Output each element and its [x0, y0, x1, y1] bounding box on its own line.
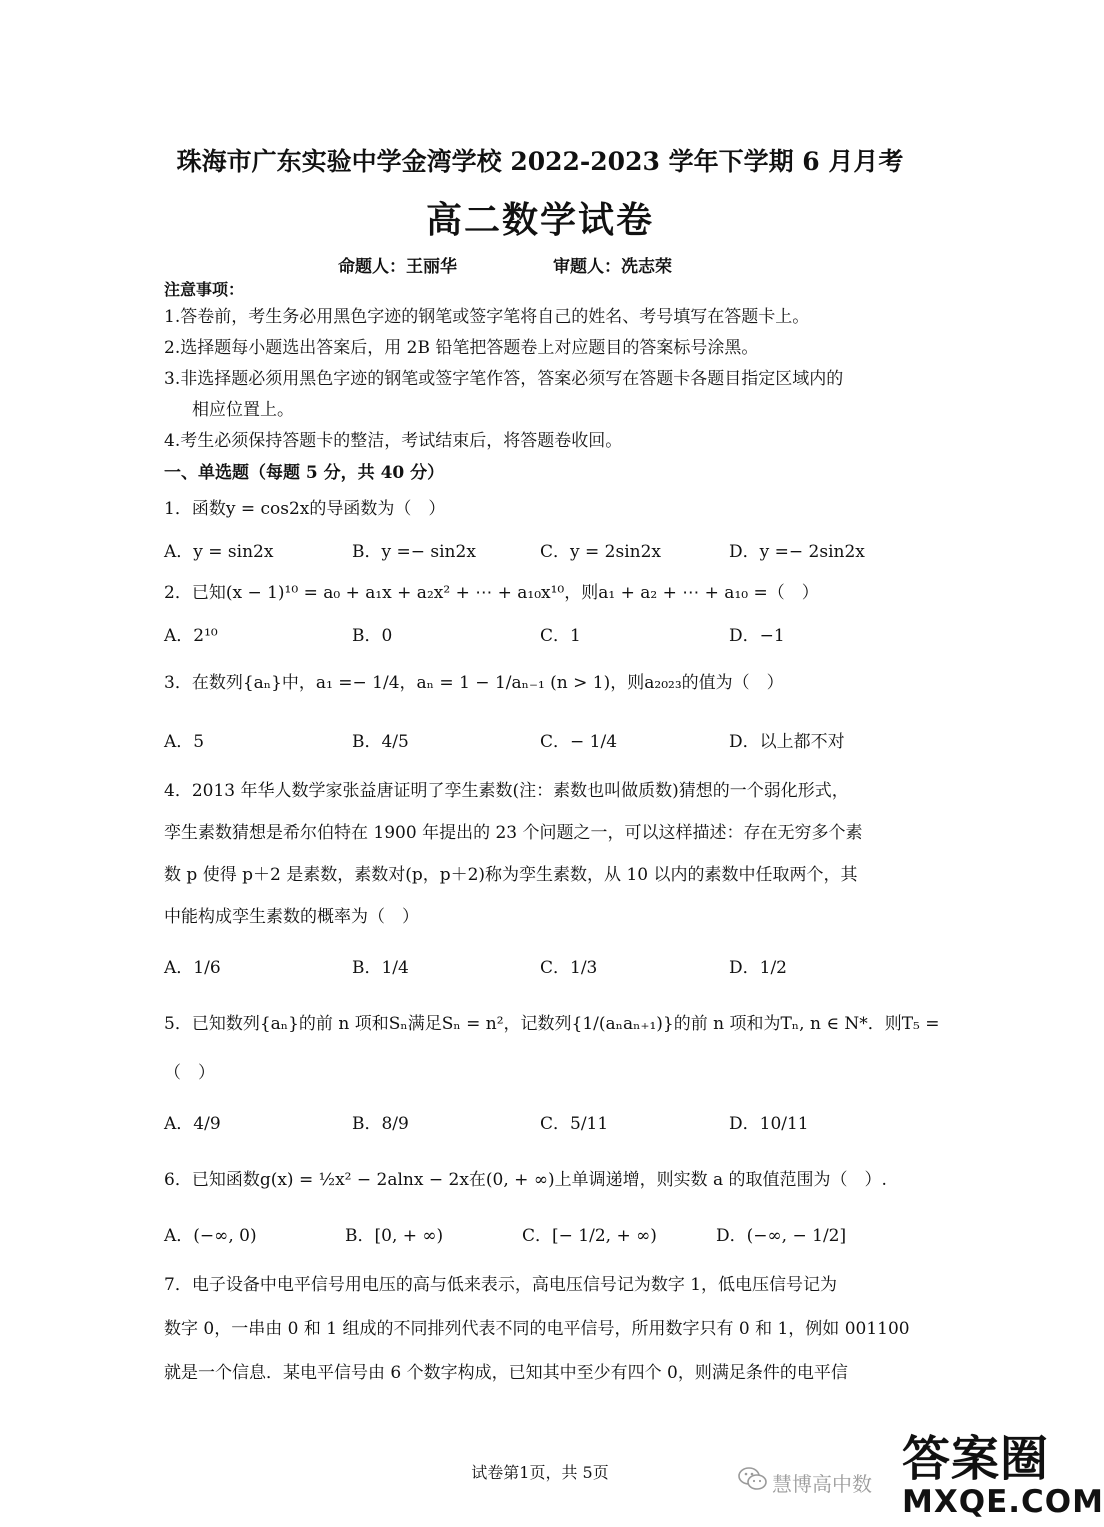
- question-stem: 1．函数y = cos2x的导函数为（ ）: [164, 499, 446, 519]
- question-stem: 3．在数列{aₙ}中，a₁ =− 1/4，aₙ = 1 − 1/aₙ₋₁ (n > 1)，则a₂₀₂₃的值为（ ）: [164, 673, 784, 693]
- option-b: B．y =− sin2x: [352, 542, 476, 562]
- notice-item: 1.答卷前，考生务必用黑色字迹的钢笔或签字笔将自己的姓名、考号填写在答题卡上。: [164, 307, 810, 327]
- notice-item: 2.选择题每小题选出答案后，用 2B 铅笔把答题卷上对应题目的答案标号涂黑。: [164, 338, 759, 358]
- wechat-icon: [738, 1466, 768, 1496]
- notice-heading: 注意事项：: [164, 280, 245, 299]
- option-b: B．[0, + ∞): [345, 1226, 444, 1246]
- notice-item: 3.非选择题必须用黑色字迹的钢笔或签字笔作答，答案必须写在答题卡各题目指定区域内的: [164, 369, 844, 389]
- option-d: D．1/2: [729, 958, 787, 978]
- reviewer-label: 审题人：冼志荣: [553, 257, 672, 277]
- logo-top-text: 答案圈: [902, 1431, 1050, 1487]
- question-stem-line: 就是一个信息．某电平信号由 6 个数字构成，已知其中至少有四个 0，则满足条件的电平信: [164, 1363, 848, 1383]
- exam-subtitle: 高二数学试卷: [425, 199, 654, 241]
- option-a: A．4/9: [164, 1114, 221, 1134]
- question-stem-line: （ ）: [164, 1063, 215, 1083]
- page-footer: 试卷第1页，共 5页: [471, 1463, 609, 1482]
- watermark-logo: [896, 1416, 1104, 1524]
- author-label: 命题人：王丽华: [338, 257, 457, 277]
- question-stem-line: 5．已知数列{aₙ}的前 n 项和Sₙ满足Sₙ = n²，记数列{1/(aₙaₙ₊₁)}的前 n 项和为Tₙ, n ∈ N*．则T₅ =: [164, 1014, 940, 1034]
- option-d: D．(−∞, − 1/2]: [716, 1226, 847, 1246]
- option-d: D．−1: [729, 626, 785, 646]
- question-stem: 2．已知(x − 1)¹⁰ = a₀ + a₁x + a₂x² + ⋯ + a₁₀x¹⁰，则a₁ + a₂ + ⋯ + a₁₀ =（ ）: [164, 583, 819, 603]
- option-d: D．10/11: [729, 1114, 809, 1134]
- question-stem: 6．已知函数g(x) = ½x² − 2alnx − 2x在(0, + ∞)上单调递增，则实数 a 的取值范围为（ ）.: [164, 1170, 887, 1190]
- option-a: A．5: [164, 732, 205, 752]
- question-stem-line: 中能构成孪生素数的概率为（ ）: [164, 907, 419, 927]
- option-c: C．[− 1/2, + ∞): [522, 1226, 657, 1246]
- question-stem-line: 7．电子设备中电平信号用电压的高与低来表示，高电压信号记为数字 1，低电压信号记为: [164, 1275, 838, 1295]
- option-d: D．y =− 2sin2x: [729, 542, 865, 562]
- option-c: C．− 1/4: [540, 732, 618, 752]
- option-c: C．1/3: [540, 958, 598, 978]
- question-stem-line: 孪生素数猜想是希尔伯特在 1900 年提出的 23 个问题之一，可以这样描述：存在无穷多个素: [164, 823, 863, 843]
- option-c: C．1: [540, 626, 581, 646]
- notice-item: 相应位置上。: [192, 400, 294, 420]
- option-a: A．(−∞, 0): [164, 1226, 257, 1246]
- question-stem-line: 4．2013 年华人数学家张益唐证明了孪生素数(注：素数也叫做质数)猜想的一个弱化形式，: [164, 781, 849, 801]
- option-c: C．y = 2sin2x: [540, 542, 661, 562]
- question-stem-line: 数 p 使得 p＋2 是素数，素数对(p，p＋2)称为孪生素数，从 10 以内的素数中任取两个，其: [164, 865, 858, 885]
- watermark-text: 慧博高中数: [772, 1472, 872, 1496]
- option-b: B．4/5: [352, 732, 409, 752]
- option-a: A．y = sin2x: [164, 542, 274, 562]
- section-title: 一、单选题（每题 5 分，共 40 分）: [164, 463, 445, 483]
- authors-line: [338, 252, 672, 277]
- option-c: C．5/11: [540, 1114, 609, 1134]
- option-a: A．2¹⁰: [164, 626, 218, 646]
- question-stem-line: 数字 0，一串由 0 和 1 组成的不同排列代表不同的电平信号，所用数字只有 0 和 1，例如 001100: [164, 1319, 910, 1339]
- exam-title: 珠海市广东实验中学金湾学校 2022-2023 学年下学期 6 月月考: [176, 147, 904, 176]
- option-b: B．0: [352, 626, 393, 646]
- option-a: A．1/6: [164, 958, 221, 978]
- option-d: D．以上都不对: [729, 732, 845, 752]
- option-b: B．8/9: [352, 1114, 409, 1134]
- option-b: B．1/4: [352, 958, 409, 978]
- notice-item: 4.考生必须保持答题卡的整洁，考试结束后，将答题卷收回。: [164, 431, 623, 451]
- logo-bottom-text: MXQE.COM: [902, 1484, 1104, 1520]
